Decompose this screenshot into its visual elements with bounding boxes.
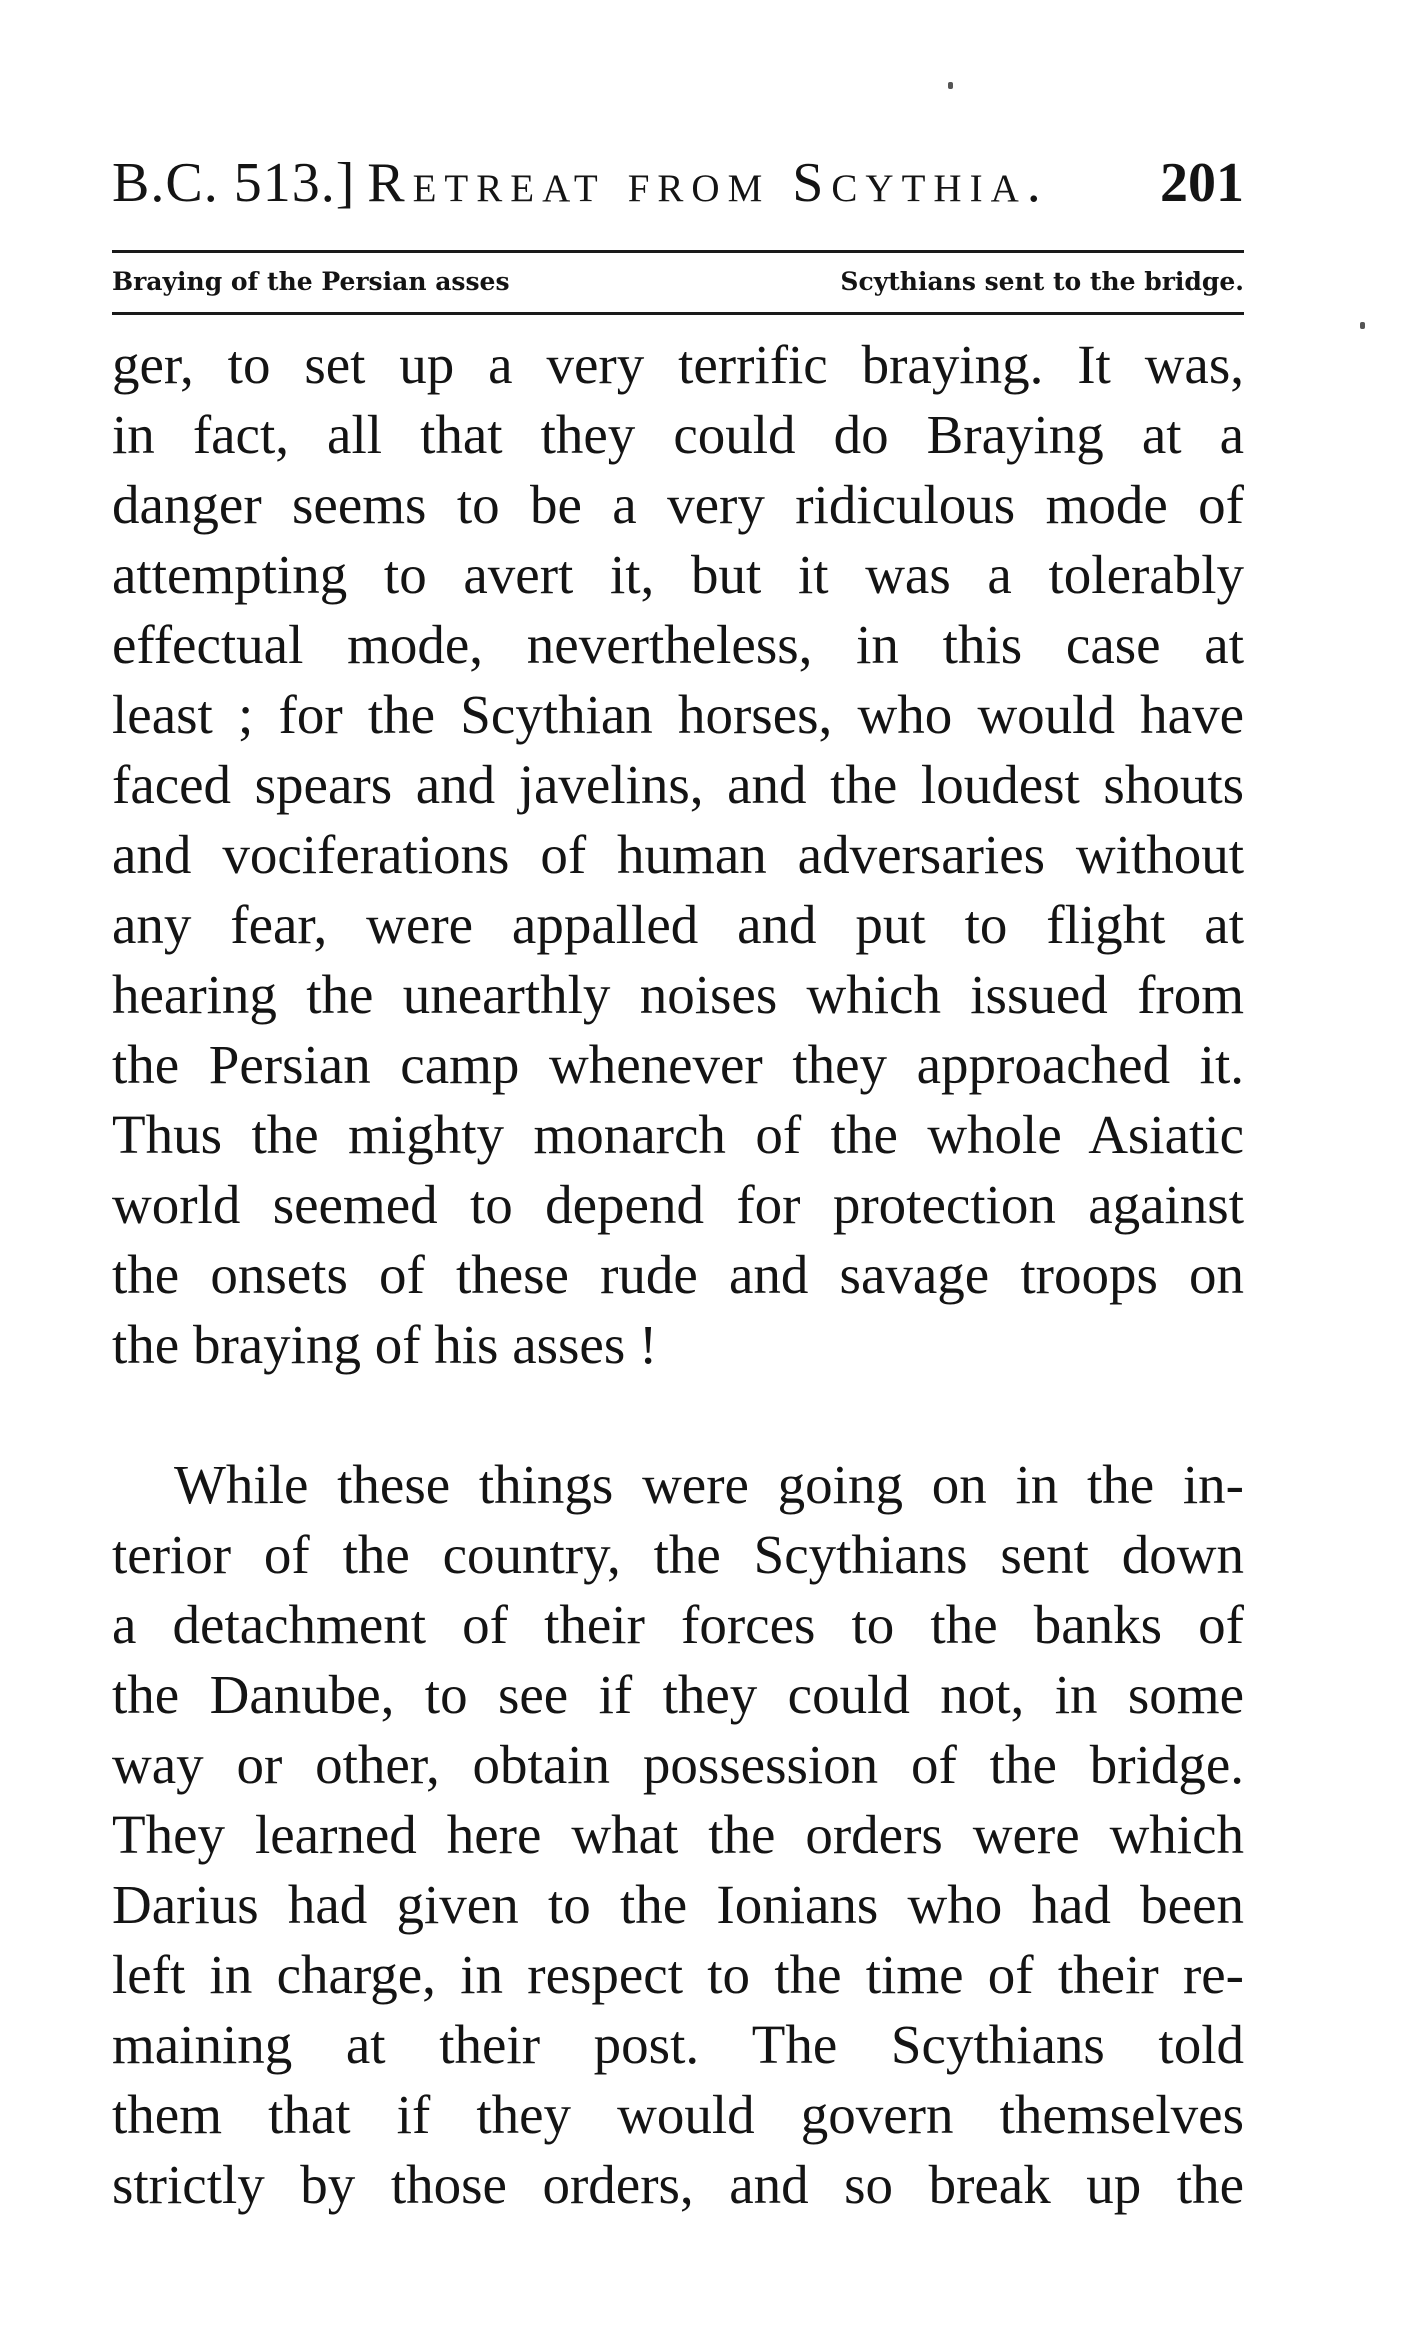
scan-speck bbox=[1360, 322, 1365, 329]
text-line: the onsets of these rude and savage troops on bbox=[112, 1244, 1244, 1305]
header-rule-bottom bbox=[112, 312, 1244, 315]
text-line: faced spears and javelins, and the loudest shouts bbox=[112, 754, 1244, 815]
text-line: They learned here what the orders were which bbox=[112, 1804, 1244, 1865]
marginal-headings bbox=[112, 262, 1244, 302]
text-line: effectual mode, nevertheless, in this case at bbox=[112, 614, 1244, 675]
running-head bbox=[112, 148, 1244, 218]
text-line: While these things were going on in the in- bbox=[174, 1454, 1244, 1515]
paragraph-2 bbox=[112, 1450, 1244, 2220]
running-head-date: B.C. 513.] bbox=[112, 152, 356, 214]
sidenote-right: Scythians sent to the bridge. bbox=[840, 267, 1244, 296]
paragraph-1 bbox=[112, 330, 1244, 1380]
text-line: in fact, all that they could do Braying at a bbox=[112, 404, 1244, 465]
page-number: 201 bbox=[1160, 152, 1244, 214]
text-line: terior of the country, the Scythians sent down bbox=[112, 1524, 1244, 1585]
text-line: the Persian camp whenever they approached it. bbox=[112, 1034, 1244, 1095]
body-text bbox=[112, 330, 1244, 2220]
text-line: Darius had given to the Ionians who had been bbox=[112, 1874, 1244, 1935]
text-line: any fear, were appalled and put to flight at bbox=[112, 894, 1244, 955]
sidenote-left: Braying of the Persian asses bbox=[112, 267, 510, 296]
text-line: hearing the unearthly noises which issued from bbox=[112, 964, 1244, 1025]
text-line: world seemed to depend for protection against bbox=[112, 1174, 1244, 1235]
running-head-title: Retreat from Scythia. bbox=[367, 152, 1049, 214]
text-line: a detachment of their forces to the banks of bbox=[112, 1594, 1244, 1655]
text-line: ger, to set up a very terrific braying. It was, bbox=[112, 334, 1244, 395]
text-line: attempting to avert it, but it was a tolerably bbox=[112, 544, 1244, 605]
text-line: and vociferations of human adversaries without bbox=[112, 824, 1244, 885]
header-rule-top bbox=[112, 250, 1244, 253]
text-line: strictly by those orders, and so break up the bbox=[112, 2154, 1244, 2215]
text-line: Thus the mighty monarch of the whole Asiatic bbox=[112, 1104, 1244, 1165]
text-line: left in charge, in respect to the time of their re- bbox=[112, 1944, 1244, 2005]
text-line: the braying of his asses ! bbox=[112, 1314, 658, 1375]
paragraph-gap bbox=[112, 1380, 1244, 1450]
scan-speck bbox=[948, 82, 953, 89]
text-line: danger seems to be a very ridiculous mode of bbox=[112, 474, 1244, 535]
text-line: way or other, obtain possession of the bridge. bbox=[112, 1734, 1244, 1795]
text-line: maining at their post. The Scythians told bbox=[112, 2014, 1244, 2075]
text-line: the Danube, to see if they could not, in some bbox=[112, 1664, 1244, 1725]
text-line: least ; for the Scythian horses, who would have bbox=[112, 684, 1244, 745]
text-line: them that if they would govern themselves bbox=[112, 2084, 1244, 2145]
